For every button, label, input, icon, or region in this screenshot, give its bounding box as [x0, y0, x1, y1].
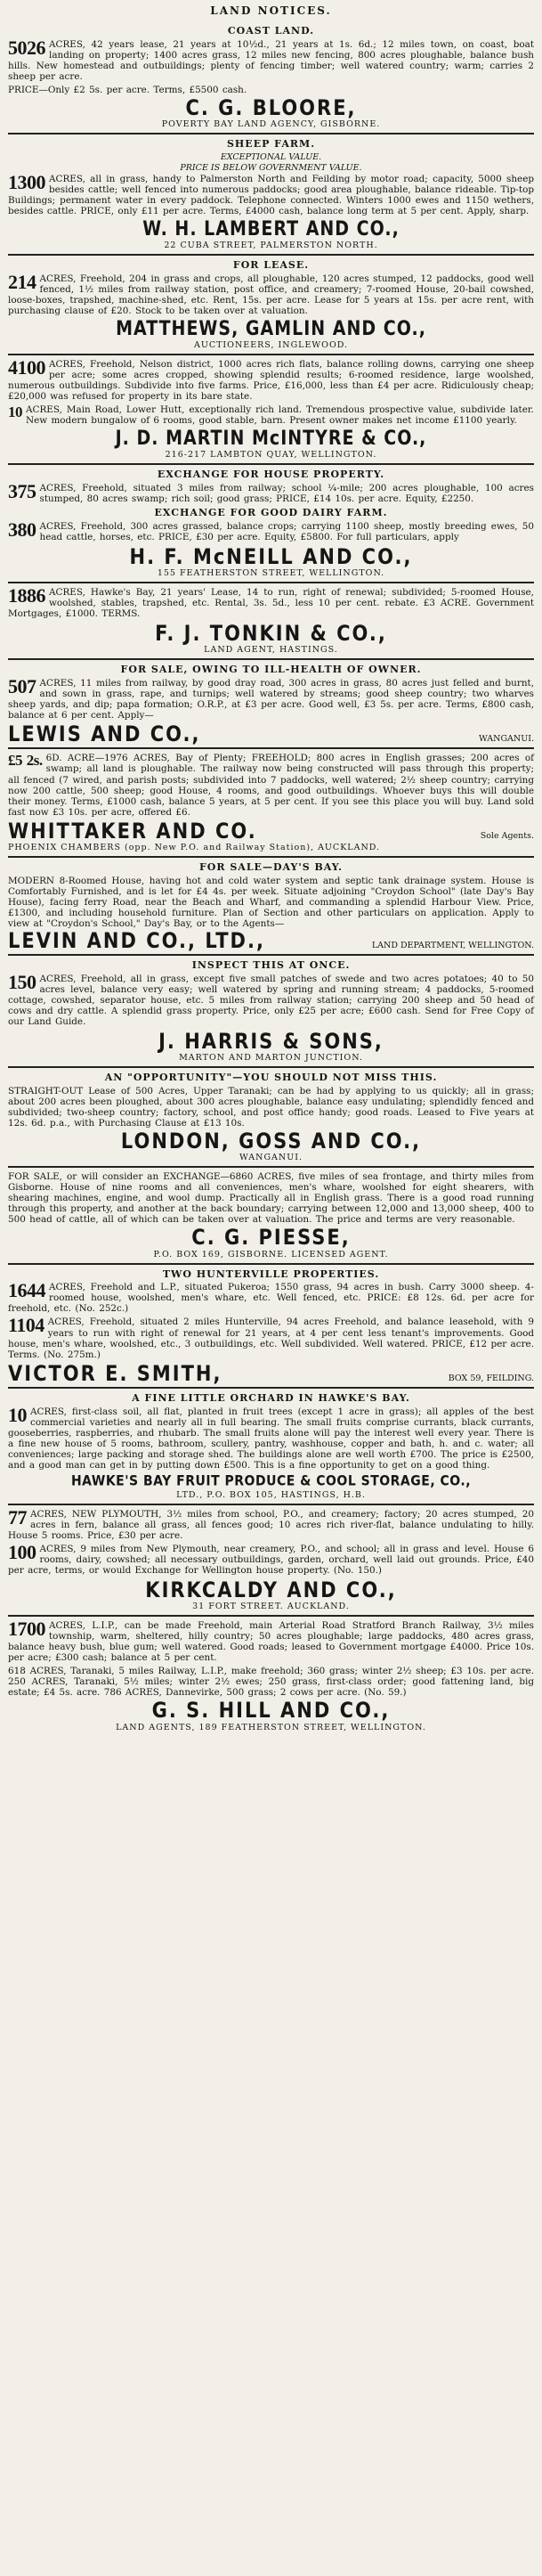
ad-days-bay — [8, 858, 534, 956]
page-title: LAND NOTICES. — [210, 4, 332, 17]
acreage-figure: 4100 — [8, 355, 45, 379]
ad-text: ACRES, 42 years lease, 21 years at 10½d., 21 years at 1s. 6d.; 12 miles town, on coast, boat landing on property; 1400 acres grass, 12 miles new fencing, 800 acres ploughable, balance bush hills. New homestead and outbuildings; plenty of fencing timber; well watered country; warm; carries 2 sheep per acre. — [8, 38, 534, 82]
ad-subheading: PRICE IS BELOW GOVERNMENT VALUE. — [180, 162, 362, 173]
agent-name: HAWKE'S BAY FRUIT PRODUCE & COOL STORAGE, CO., — [70, 1472, 472, 1490]
agent-name: H. F. McNEILL AND CO., — [129, 544, 413, 569]
agent-location: WANGANUI. — [478, 734, 534, 745]
agent-address: WANGANUI. — [239, 1153, 303, 1163]
agent-name: LONDON, GOSS AND CO., — [120, 1129, 422, 1153]
acreage-figure: 100 — [8, 1540, 36, 1563]
ad-bay-of-plenty — [8, 749, 534, 857]
ad-paragraph — [8, 1666, 534, 1698]
ad-text: MODERN 8-Roomed House, having hot and cold water system and septic tank drainage system. House is Comfortably Furnished, and is let for £4 4s. per week. Situate adjoining "Croydon School" (late Day's Bay House), facing ferry Road, near the Beach and Wharf, and commanding a splendid Harbour View. Price, £1300, and including household furniture. Plan of Section and other particulars on application. Apply to view at "Croydon's School," Day's Bay, or to the Agents— — [8, 875, 534, 929]
ad-heading: FOR SALE—DAY'S BAY. — [198, 860, 344, 873]
ad-paragraph — [8, 270, 534, 316]
ad-opportunity — [8, 1068, 534, 1168]
agent-name: LEWIS AND CO., — [8, 721, 201, 747]
agent-location: LAND DEPARTMENT, WELLINGTON. — [371, 940, 534, 950]
agent-name: VICTOR E. SMITH, — [8, 1360, 222, 1386]
ad-exchange — [8, 465, 534, 583]
acreage-figure: 1700 — [8, 1618, 45, 1641]
ad-text: 6D. ACRE—1976 ACRES, Bay of Plenty; FREEHOLD; 800 acres in English grasses; 200 acres of swamp; all land is ploughable. The railway now being constructed will pass through this property; all fenced (7 wired, and parish posts; subdivided into 7 paddocks, well watered; 2½ sheep country; carrying now 200 cattle, 500 sheep; good House, 4 rooms, and good outbuildings. Whoever buys this will double their money. Terms, £1000 cash, balance 5 years, at 5 per cent. If you see this place you will buy. Land sold fast now £3 10s. per acre, offered £6. — [8, 753, 534, 818]
ad-paragraph — [8, 876, 534, 929]
agent-row — [8, 818, 534, 844]
acreage-figure: 77 — [8, 1505, 27, 1528]
ad-paragraph — [8, 404, 534, 426]
acreage-figure: 375 — [8, 480, 36, 503]
agent-name: J. D. MARTIN McINTYRE & CO., — [115, 427, 427, 450]
ad-paragraph — [8, 675, 534, 721]
agent-address: 216-217 LAMBTON QUAY, WELLINGTON. — [165, 450, 377, 461]
agent-address: PHOENIX CHAMBERS (opp. New P.O. and Railway Station), AUCKLAND. — [8, 842, 381, 852]
ad-text: STRAIGHT-OUT Lease of 500 Acres, Upper Taranaki; can be had by applying to us quickly; all in grass; about 200 acres been ploughed, about 300 acres ploughable, balance easy undulating; splendidly fenced and subdivided; two-sheep country; factory, school, and post office handy; good roads. Leased to Five years at 12s. 6d. p.a., with Purchasing Clause at £13 10s. — [8, 1085, 534, 1129]
acreage-figure: 1886 — [8, 584, 45, 607]
ad-paragraph — [8, 753, 534, 817]
agent-name: J. HARRIS & SONS, — [158, 1029, 384, 1054]
agent-name: MATTHEWS, GAMLIN AND CO., — [116, 317, 426, 340]
ad-paragraph — [8, 518, 534, 542]
ad-text: ACRES, all in grass, handy to Palmerston North and Feilding by motor road; capacity, 5000 sheep besides cattle; well fenced into numerous paddocks; good area ploughable, balance rideable. Tip-top Buildings; permanent water in every paddock. Telephone connected. Winters 1000 ewes and 1150 wethers, besides cattle. PRICE, only £11 per acre. Terms, £4000 cash, balance long term at 5 per cent. Apply, sharp. — [8, 173, 534, 216]
ad-paragraph — [8, 1171, 534, 1225]
ad-text: ACRES, Freehold, situated 2 miles Hunterville, 94 acres Freehold, and balance leasehold, with 9 years to run with right of renewal for 21 years, at 4 per cent less tenant's improvements. Good house, men's whare, woolshed, etc., 3 outbuildings, etc. Well subdivided. Well watered. PRICE, £12 per acre. Terms. (No. 275m.) — [8, 1317, 534, 1360]
agent-address: LTD., P.O. BOX 105, HASTINGS, H.B. — [176, 1489, 366, 1500]
ad-heading: SHEEP FARM. — [226, 138, 316, 151]
agent-address: 155 FEATHERSTON STREET, WELLINGTON. — [157, 568, 385, 579]
ad-text: ACRES, L.I.P., can be made Freehold, main Arterial Road Stratford Branch Railway, 3½ miles township, warm, sheltered, hilly country; 50 acres ploughable; large paddocks, 480 acres grass, balance heavy bush, blue gum; well watered. Good roads; leased to Government mortgage £4000. Price 10s. per acre; £300 cash; balance at 5 per cent. — [8, 1620, 534, 1664]
acreage-figure: 150 — [8, 970, 36, 993]
agent-row — [8, 1360, 534, 1386]
ad-paragraph — [8, 1540, 534, 1576]
ad-text: ACRES, NEW PLYMOUTH, 3½ miles from school, P.O., and creamery; factory; 20 acres stumped, 20 acres in fern, balance all grass, all fences good; 10 acres rich river-flat, balance undulating to hilly. House 5 rooms. Price, £30 per acre. — [8, 1508, 534, 1541]
agent-address: LAND AGENT, HASTINGS. — [204, 645, 338, 656]
acreage-figure: 507 — [8, 675, 36, 698]
ad-sheep-farm — [8, 135, 534, 256]
agent-note: Sole Agents. — [480, 830, 534, 841]
ad-paragraph — [8, 1314, 534, 1360]
ad-heading: INSPECT THIS AT ONCE. — [191, 958, 351, 971]
agent-name: G. S. HILL AND CO., — [151, 1698, 391, 1724]
agent-name: KIRKCALDY AND CO., — [145, 1577, 397, 1602]
agent-name: W. H. LAMBERT AND CO., — [142, 217, 400, 240]
ad-paragraph — [8, 355, 534, 403]
ad-text: ACRES, Freehold, 300 acres grassed, balance crops; carrying 1100 sheep, mostly breeding ewes, 50 head cattle, horses, etc. PRICE, £30 per acre. Equity, £5800. For full particulars, apply — [39, 520, 534, 542]
agent-address: AUCTIONEERS, INGLEWOOD. — [193, 339, 349, 350]
agent-name: LEVIN AND CO., LTD., — [8, 928, 265, 953]
ad-paragraph — [8, 1403, 534, 1471]
ad-coast-land — [8, 21, 534, 135]
ad-heading: AN "OPPORTUNITY"—YOU SHOULD NOT MISS THIS. — [104, 1072, 438, 1084]
acreage-figure: 1300 — [8, 170, 45, 193]
ad-text: ACRES, 9 miles from New Plymouth, near creamery, P.O., and school; all in grass and level. House 6 rooms, dairy, cowshed; all necessary outbuildings, garden, orchard, well laid out grounds. Price, £40 per acre, terms, or would Exchange for Wellington house property. (No. 150.) — [8, 1543, 534, 1576]
acreage-figure: 10 — [8, 404, 22, 421]
ad-paragraph — [8, 85, 534, 95]
ad-ill-health-sale — [8, 660, 534, 749]
agent-address: P.O. BOX 169, GISBORNE. LICENSED AGENT. — [153, 1249, 389, 1259]
acreage-figure: 5026 — [8, 36, 45, 59]
ad-paragraph — [8, 36, 534, 82]
ad-paragraph — [8, 1086, 534, 1129]
ad-paragraph — [8, 1620, 534, 1663]
ad-heading: EXCHANGE FOR HOUSE PROPERTY. — [157, 469, 385, 481]
ad-new-plymouth — [8, 1505, 534, 1617]
ad-text: ACRES, 11 miles from railway, by good dray road, 300 acres in grass, 80 acres just felled and burnt, and sown in grass, rape, and turnips; well watered by streams; good sheep country; two wharves sheep yards, and dip; papa formation; O.R.P., at £3 per acre. Good well, £3 5s. per acre. Terms, £800 cash, balance at 6 per cent. Apply— — [8, 678, 534, 721]
agent-row — [8, 721, 534, 747]
land-notices-page — [8, 0, 534, 1736]
agent-address: POVERTY BAY LAND AGENCY, GISBORNE. — [161, 119, 381, 130]
ad-text: 618 ACRES, Taranaki, 5 miles Railway, L.I.P., make freehold; 360 grass; winter 2½ sheep; £3 10s. per acre. 250 ACRES, Taranaki, 5½ miles; winter 2½ ewes; 250 grass, first-class order; good fattening land, big estate; £4 5s. acre. 786 ACRES, Dannevirke, 500 grass; 2 cows per acre. (No. 59.) — [8, 1666, 534, 1699]
ad-orchard — [8, 1389, 534, 1505]
agent-address: MARTON AND MARTON JUNCTION. — [179, 1053, 363, 1064]
ad-text: ACRES, Freehold and L.P., situated Pukeroa; 1550 grass, 94 acres in bush. Carry 3000 sheep. 4-roomed house, woolshed, men's whare, etc. Well fenced, etc. PRICE: £8 12s. 6d. per acre for freehold, etc. (No. 252c.) — [8, 1282, 534, 1315]
agent-name: C. G. PIESSE, — [191, 1225, 351, 1251]
ad-text: ACRES, Hawke's Bay, 21 years' Lease, 14 to run, right of renewal; subdivided; 5-roomed House, woolshed, stables, trapshed, etc. Rental, 3s. 5d., less 10 per cent. rebate. £3 ACRE. Government Mortgages, £1000. TERMS. — [8, 587, 534, 620]
ad-paragraph — [8, 170, 534, 216]
ad-paragraph — [8, 1505, 534, 1541]
ad-nelson-district — [8, 355, 534, 465]
acreage-figure: 214 — [8, 270, 36, 293]
ad-text: ACRES, Freehold, all in grass, except five small patches of swede and two acres potatoes; 40 to 50 acres level, balance very easy; well watered by spring and running stream; 4 paddocks, 5-roomed cottage, cowshed, separator house, etc. 5 miles from railway station; carrying 200 sheep and 50 head of cows and dry cattle. A splendid grass property. Price, only £25 per acre; £600 cash. Send for Free Copy of our Land Guide. — [8, 973, 534, 1027]
ad-hunterville — [8, 1265, 534, 1389]
agent-name: C. G. BLOORE, — [185, 95, 357, 120]
ad-text: FOR SALE, or will consider an EXCHANGE—6860 ACRES, five miles of sea frontage, and thirty miles from Gisborne. House of nine rooms and all conveniences, men's whare, woolshed for eight shearers, with shearing machines, engine, and wool dump. Practically all in English grass. There is a good road running through this property, and another at the back boundary; carrying between 12,000 and 13,000 sheep, 400 to 500 head of cattle, all of which can be taken over at valuation. The price and terms are very reasonable. — [8, 1171, 534, 1226]
ad-paragraph — [8, 584, 534, 620]
ad-hawkes-bay-lease — [8, 583, 534, 660]
ad-gisborne-exchange — [8, 1168, 534, 1264]
ad-heading: TWO HUNTERVILLE PROPERTIES. — [162, 1268, 380, 1280]
ad-text: ACRES, Freehold, 204 in grass and crops, all ploughable, 120 acres stumped, 12 paddocks, good well fenced, 1½ miles from railway station, post office, and creamery; 7-roomed House, 20-bail cowshed, loose-boxes, trapshed, machine-shed, etc. Rent, 15s. per acre. Lease for 5 years at 15s. per acre rent, with purchasing clause of £20. Stock to be taken over at valuation. — [8, 273, 534, 316]
ad-heading: A FINE LITTLE ORCHARD IN HAWKE'S BAY. — [132, 1391, 410, 1404]
agent-location: BOX 59, FEILDING. — [448, 1373, 534, 1383]
agent-name: F. J. TONKIN & CO., — [155, 621, 387, 647]
ad-heading: FOR LEASE. — [232, 259, 310, 272]
ad-text: ACRES, Freehold, situated 3 miles from railway; school ¼-mile; 200 acres ploughable, 100 acres stumped, 80 acres swamp; rich soil; good grass; PRICE, £14 10s. per acre. Equity, £2250. — [39, 483, 534, 505]
ad-text: ACRES, Freehold, Nelson district, 1000 acres rich flats, balance rolling downs, carrying one sheep per acre; some acres cropped, showing splendid results; 6-roomed residence, large woolshed, numerous outbuildings. Subdivide into five farms. Price, £16,000, less than £4 per acre. Ridiculously cheap; £20,000 was refused for property in its bare state. — [8, 358, 534, 403]
agent-row — [8, 928, 534, 953]
agent-address: 31 FORT STREET. AUCKLAND. — [192, 1602, 350, 1611]
ad-paragraph — [8, 480, 534, 505]
ad-heading: FOR SALE, OWING TO ILL-HEALTH OF OWNER. — [120, 664, 422, 676]
ad-paragraph — [8, 1279, 534, 1315]
ad-text: ACRES, Main Road, Lower Hutt, exceptionally rich land. Tremendous prospective value, subdivide later. New modern bungalow of 6 rooms, good stable, barn. Present owner makes net income £1100 yearly. — [26, 404, 534, 427]
ad-for-lease — [8, 256, 534, 355]
agent-name: WHITTAKER AND CO. — [8, 818, 257, 844]
acreage-figure: 1644 — [8, 1279, 45, 1302]
ad-heading: EXCHANGE FOR GOOD DAIRY FARM. — [154, 507, 388, 519]
ad-heading: COAST LAND. — [227, 24, 315, 37]
ad-paragraph — [8, 970, 534, 1027]
agent-address: LAND AGENTS, 189 FEATHERSTON STREET, WELLINGTON. — [116, 1722, 426, 1732]
ad-text: ACRES, first-class soil, all flat, planted in fruit trees (except 1 acre in grass); all apples of the best commercial varieties and nearly all in full bearing. The small fruits comprise currants, black currants, gooseberries, raspberries, and rhubarb. The small fruits alone will pay the interest well every year. There is a fine new house of 5 rooms, bathroom, scullery, pantry, washhouse, copper and bath, h. and c. water; all conveniences; large packing and storage shed. The buildings alone are well worth £700. The price is £2500, and a good man can get in by putting down £500. This is a fine opportunity to get on a good thing. — [8, 1406, 534, 1471]
ad-inspect — [8, 956, 534, 1068]
acreage-figure: 10 — [8, 1403, 27, 1426]
price-figure: £5 2s. — [8, 752, 43, 770]
agent-address: 22 CUBA STREET, PALMERSTON NORTH. — [164, 240, 378, 250]
ad-text: PRICE—Only £2 5s. per acre. Terms, £5500 cash. — [8, 84, 247, 95]
ad-taranaki — [8, 1617, 534, 1736]
ad-subheading: EXCEPTIONAL VALUE. — [220, 151, 322, 162]
acreage-figure: 1104 — [8, 1314, 44, 1337]
acreage-figure: 380 — [8, 518, 36, 541]
